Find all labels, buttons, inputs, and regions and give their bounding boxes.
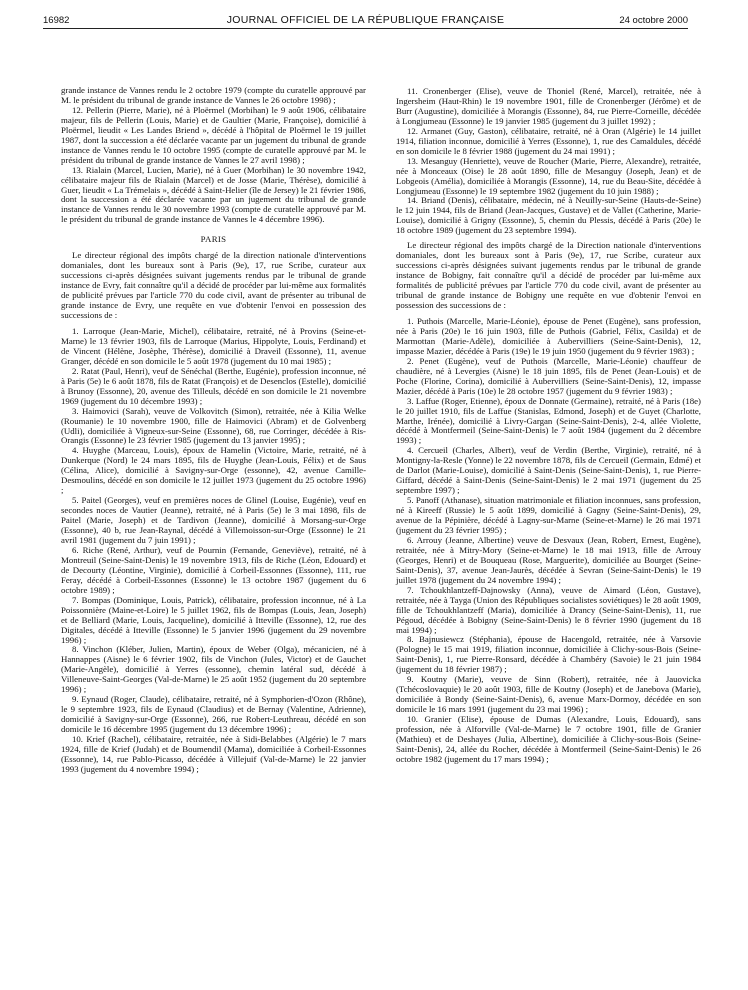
journal-title: JOURNAL OFFICIEL DE LA RÉPUBLIQUE FRANÇAISE [226, 14, 505, 26]
intro-paragraph: Le directeur régional des impôts chargé de la Direction nationale d'interventions domaniales, dont les bureaux sont à Paris (9e), 17, rue Scribe, curateur aux successions ci-après désignées suivant jugements rendus par le tribunal de grande instance de Bobigny, fait connaître qu'il a décidé de procéder par lui-même aux formalités de publicité prévues par l'article 770 du code civil, avant de présenter au tribunal de grande instance de Bobigny une requête en vue d'obtenir l'envoi en possession des successions de : [396, 240, 701, 311]
list-item: 5. Paitel (Georges), veuf en premières noces de Glinel (Louise, Eugénie), veuf en secondes noces de Vautier (Jeanne), retraité, né à Paris (5e) le 3 mai 1898, fils de Paitel (Marie, Joseph) et de Tardivon (Jeanne), domicilié à Morsang-sur-Orge (Essonne), 40 b, rue Jean-Raynal, décédé à Villemoisson-sur-Orge (Essonne) le 21 avril 1981 (jugement du 7 juin 1991) ; [61, 495, 366, 545]
list-item: 5. Panoff (Athanase), situation matrimoniale et filiation inconnues, sans profession, né à Kireeff (Russie) le 5 août 1899, domicilié à Gagny (Seine-Saint-Denis), 29, avenue de la Pépinière, décédé à Lagny-sur-Marne (Seine-et-Marne) le 26 mai 1971 (jugement du 23 février 1995) ; [396, 495, 701, 535]
list-item: 2. Ratat (Paul, Henri), veuf de Sénéchal (Berthe, Eugénie), profession inconnue, né à Paris (5e) le 6 août 1878, fils de Ratat (François) et de Desenclos (Estelle), domicilié à Brunoy (Essonne), 20, avenue des Tilleuls, décédé en son domicile le 21 novembre 1969 (jugement du 10 décembre 1993) ; [61, 365, 366, 406]
list-item: 10. Krief (Rachel), célibataire, retraitée, née à Sidi-Belabbes (Algérie) le 7 mars 1924, fille de Krief (Judah) et de Boumendil (Mama), domiciliée à Corbeil-Essonnes (Essonne), 14, rue Pablo-Picasso, décédée à Villejuif (Val-de-Marne) le 22 janvier 1993 (jugement du 4 novembre 1994) ; [61, 734, 366, 774]
list-item: 8. Bajnusiewcz (Stéphania), épouse de Hacengold, retraitée, née à Varsovie (Pologne) le 15 mai 1919, filiation inconnue, domiciliée à Clichy-sous-Bois (Seine-Saint-Denis), 1, rue Pierre-Ronsard, décédée à Chambéry (Savoie) le 21 juin 1984 (jugement du 18 février 1987) ; [396, 634, 701, 675]
list-item: 3. Laffue (Roger, Etienne), époux de Donnate (Germaine), retraité, né à Paris (18e) le 20 juillet 1910, fils de Laffue (Stanislas, Edmond, Joseph) et de Guyet (Charlotte, Marthe, Irénée), domicilié à Livry-Gargan (Seine-Saint-Denis), 2-4, allée Violette, décédé à Montfermeil (Seine-Saint-Denis) le 7 août 1984 (jugement du 2 décembre 1993) ; [396, 395, 701, 446]
list-item: 13. Mesanguy (Henriette), veuve de Roucher (Marie, Pierre, Alexandre), retraitée, née à Monceaux (Oise) le 28 août 1890, fille de Mesanguy (Joseph, Jean) et de Lobgeois (Amélia), domiciliée à Morangis (Essonne), 14, rue du Beau-Site, décédée à Longjumeau (Essonne) le 19 septembre 1982 (jugement du 10 juin 1988) ; [396, 155, 701, 196]
list-item: 10. Granier (Elise), épouse de Dumas (Alexandre, Louis, Edouard), sans profession, née à Alforville (Val-de-Marne) le 7 octobre 1901, fille de Granier (Mathieu) et de Deshayes (Julia, Albertine), domiciliée à Clichy-sous-Bois (Seine-Saint-Denis), 24, allée du Rocher, décédée à Montfermeil (Seine-Saint-Denis) le 26 octobre 1982 (jugement du 17 mars 1994) ; [396, 714, 701, 764]
right-column [396, 87, 701, 765]
header-rule [43, 28, 688, 29]
list-item: 1. Larroque (Jean-Marie, Michel), célibataire, retraité, né à Provins (Seine-et-Marne) le 13 février 1903, fils de Larroque (Marius, Hippolyte, Louis, Ferdinand) et de Vincent (Hélène, Josèphe, Thérèse), domicilié à Draveil (Essonne), 11, avenue Granger, décédé en son domicile le 5 août 1978 (jugement du 10 mai 1985) ; [61, 325, 366, 366]
list-item: 2. Penet (Eugène), veuf de Puthois (Marcelle, Marie-Léonie) chauffeur de chaudière, né à Levergies (Aisne) le 18 juin 1895, fils de Penet (Jean-Louis) et de Poche (Florine, Corina), domicilié à Aubervilliers (Seine-Saint-Denis), 12, impasse Mazier, décédé à Paris (10e) le 28 octobre 1957 (jugement du 9 février 1983) ; [396, 355, 701, 396]
left-column [61, 86, 366, 775]
issue-date: 24 octobre 2000 [619, 15, 688, 26]
list-item: 6. Riche (René, Arthur), veuf de Pournin (Fernande, Geneviève), retraité, né à Montreuil (Seine-Saint-Denis) le 19 novembre 1913, fils de Riche (Léon, Edouard) et de Decourty (Léontine, Virginie), domicilié à Corbeil-Essonnes (Essonne), 111, rue Feray, décédé à Corbeil-Essonnes (Essonne) le 13 octobre 1987 (jugement du 6 octobre 1989) ; [61, 544, 366, 595]
list-item: 4. Huyghe (Marceau, Louis), époux de Hamelin (Victoire, Marie, retraité, né à Dunkerque (Nord) le 24 mars 1895, fils de Huyghe (Jean-Louis, Félix) et de Saus (Célina, Alice), domicilié à Savigny-sur-Orge (essonne), 42, avenue Camille-Desmoulins, décédé en son domicile le 12 juillet 1973 (jugement du 25 octobre 1996) ; [61, 445, 366, 496]
list-item: 7. Tchoukhlantzeff-Dajnowsky (Anna), veuve de Aimard (Léon, Gustave), retraitée, née à Tayga (Union des Républiques socialistes soviétiques) le 28 août 1909, fille de Tchoukhlantzeff (Maria), domiciliée à Drancy (Seine-Saint-Denis), 11, rue Pégoud, décédée à Bobigny (Seine-Saint-Denis) le 8 février 1990 (jugement du 18 mai 1994) ; [396, 584, 701, 635]
list-item: 12. Pellerin (Pierre, Marie), né à Ploërmel (Morbihan) le 9 août 1906, célibataire majeur, fils de Pellerin (Louis, Marie) et de Gaultier (Marie, Françoise), domicilié à Ploërmel, lieudit « Les Landes Briend », décédé à l'hôpital de Ploërmel le 19 juillet 1987, dont la succession a été déclarée vacante par un jugement du tribunal de grande instance de Vannes rendu le 10 octobre 1995 (compte de curatelle approuvé par M. le président du tribunal de grande instance de Vannes le 27 avril 1998) ; [61, 104, 366, 165]
list-item: 14. Briand (Denis), célibataire, médecin, né à Neuilly-sur-Seine (Hauts-de-Seine) le 12 juin 1944, fils de Briand (Jean-Jacques, Gustave) et de Vallet (Catherine, Marie-Louise), domicilié à Grigny (Essonne), 5, chemin du Plessis, décédé à Paris (20e) le 18 octobre 1989 (jugement du 23 septembre 1994). [396, 195, 701, 236]
page-header [43, 13, 688, 29]
list-item: 13. Rialain (Marcel, Lucien, Marie), né à Guer (Morbihan) le 30 novembre 1942, célibataire majeur fils de Rialain (Marcel) et de Josse (Marie, Thérèse), domicilié à Guer, lieudit « La Trémelais », décédé à Saint-Helier (île de Jersey) le 21 février 1986, dont la succession a été déclarée vacante par un jugement du tribunal de grande instance de Vannes rendu le 30 novembre 1993 (compte de curatelle approuvé par M. le président du tribunal de grande instance de Vannes le 4 décembre 1996). [61, 164, 366, 225]
page-number: 16982 [43, 15, 70, 26]
section-title: PARIS [200, 234, 227, 245]
list-item: 1. Puthois (Marcelle, Marie-Léonie), épouse de Penet (Eugène), sans profession, née à Paris (20e) le 16 juin 1903, fille de Puthois (Gabriel, Félix, Casilda) et de Marmottan (Marie-Adèle), domiciliée à Aubervilliers (Seine-Saint-Denis), 12, impasse Mazier, décédée à Paris (19e) le 19 juin 1950 (jugement du 9 février 1983) ; [396, 315, 701, 356]
list-item: 9. Eynaud (Roger, Claude), célibataire, retraité, né à Symphorien-d'Ozon (Rhône), le 9 septembre 1923, fils de Eynaud (Claudius) et de Bernay (Valentine, Adrienne), domicilié à Savigny-sur-Orge (Essonne), 266, rue Robert-Leuthreau, décédé en son domicile le 16 décembre 1995 (jugement du 13 décembre 1996) ; [61, 694, 366, 735]
list-item: 6. Arrouy (Jeanne, Albertine) veuve de Desvaux (Jean, Robert, Ernest, Eugène), retraitée, née à Mitry-Mory (Seine-et-Marne) le 18 mai 1913, fille de Arrouy (Georges, Henri) et de Bouqueau (Rose, Marguerite), domiciliée au Bourget (Seine-Saint-Denis), 37, avenue Jean-Jaurès, décédée à Sevran (Seine-Saint-Denis) le 19 juillet 1978 (jugement du 24 novembre 1994) ; [396, 534, 701, 585]
list-item: 3. Haimovici (Sarah), veuve de Volkovitch (Simon), retraitée, née à Kilia Welke (Roumanie) le 10 novembre 1900, fille de Haimovici (Abram) et de Golvenberg (Udli), domiciliée à Vigneux-sur-Seine (Essonne), 68, rue Corringer, décédée à Ris-Orangis (Essonne) le 23 février 1985 (jugement du 13 janvier 1995) ; [61, 405, 366, 446]
list-item: 11. Cronenberger (Elise), veuve de Thoniel (René, Marcel), retraitée, née à Ingersheim (Haut-Rhin) le 19 novembre 1901, fille de Cronenberger (Jérôme) et de Burr (Augustine), domiciliée à Morangis (Essonne), 84, rue Pierre-Corneille, décédée à Longjumeau (Essonne) le 19 janvier 1985 (jugement du 3 juillet 1992) ; [396, 86, 701, 126]
list-item: 4. Cercueil (Charles, Albert), veuf de Verdin (Berthe, Virginie), retraité, né à Montigny-la-Resle (Yonne) le 22 novembre 1878, fils de Cercueil (Germain, Edmé) et de Darlot (Marie-Louise), domicilié à Saint-Denis (Seine-Saint-Denis), 1, rue Pierre-Giffard, décédé à Saint-Denis (Seine-Saint-Denis) le 2 mai 1971 (jugement du 25 septembre 1997) ; [396, 445, 701, 496]
list-item: 8. Vinchon (Kléber, Julien, Martin), époux de Weber (Olga), mécanicien, né à Hannappes (Aisne) le 6 février 1902, fils de Vinchon (Jules, Victor) et de Gauchet (Marie-Angèle), domicilié à Yerres (essonne), chemin latéral sud, décédé à Villeneuve-Saint-Georges (Val-de-Marne) le 25 août 1952 (jugement du 20 septembre 1996) ; [61, 644, 366, 695]
list-item: 12. Armanet (Guy, Gaston), célibataire, retraité, né à Oran (Algérie) le 14 juillet 1914, filiation inconnue, domicilié à Yerres (Essonne), 1, rue des Camaldules, décédé en son domicile le 8 février 1988 (jugement du 24 mai 1991) ; [396, 125, 701, 156]
intro-paragraph: Le directeur régional des impôts chargé de la direction nationale d'interventions domaniales, dont les bureaux sont à Paris (9e), 17, rue Scribe, curateur aux successions ci-après désignées suivant jugements rendus par le tribunal de grande instance de Evry, fait connaître qu'il a décidé de procéder par lui-même aux formalités de publicité prévues par l'article 770 du code civil, avant de présenter au tribunal de grande instance de Evry, une requête en vue d'obtenir l'envoi en possession des successions de : [61, 250, 366, 321]
list-item: 9. Koutny (Marie), veuve de Sinn (Robert), retraitée, née à Jauovicka (Tchécoslovaquie) le 20 août 1903, fille de Koutny (Joseph) et de Janebova (Marie), domiciliée à Bondy (Seine-Saint-Denis), 6, avenue Marx-Dormoy, décédée en son domicile le 16 mars 1991 (jugement du 23 mai 1996) ; [396, 674, 701, 715]
continued-entry: grande instance de Vannes rendu le 2 octobre 1979 (compte du curatelle approuvé par M. le président du tribunal de grande instance de Vannes le 26 octobre 1998) ; [61, 85, 366, 105]
list-item: 7. Bompas (Dominique, Louis, Patrick), célibataire, profession inconnue, né à La Poissonnière (Maine-et-Loire) le 5 juillet 1962, fils de Bompas (Louis, Jean, Joseph) et de Belliard (Marie, Louis, Jacqueline), domicilié à Itteville (Essonne), 12, rue des Digitales, décédé à Itteville (Essonne) le 5 janvier 1996 (jugement du 29 novembre 1996) ; [61, 594, 366, 645]
